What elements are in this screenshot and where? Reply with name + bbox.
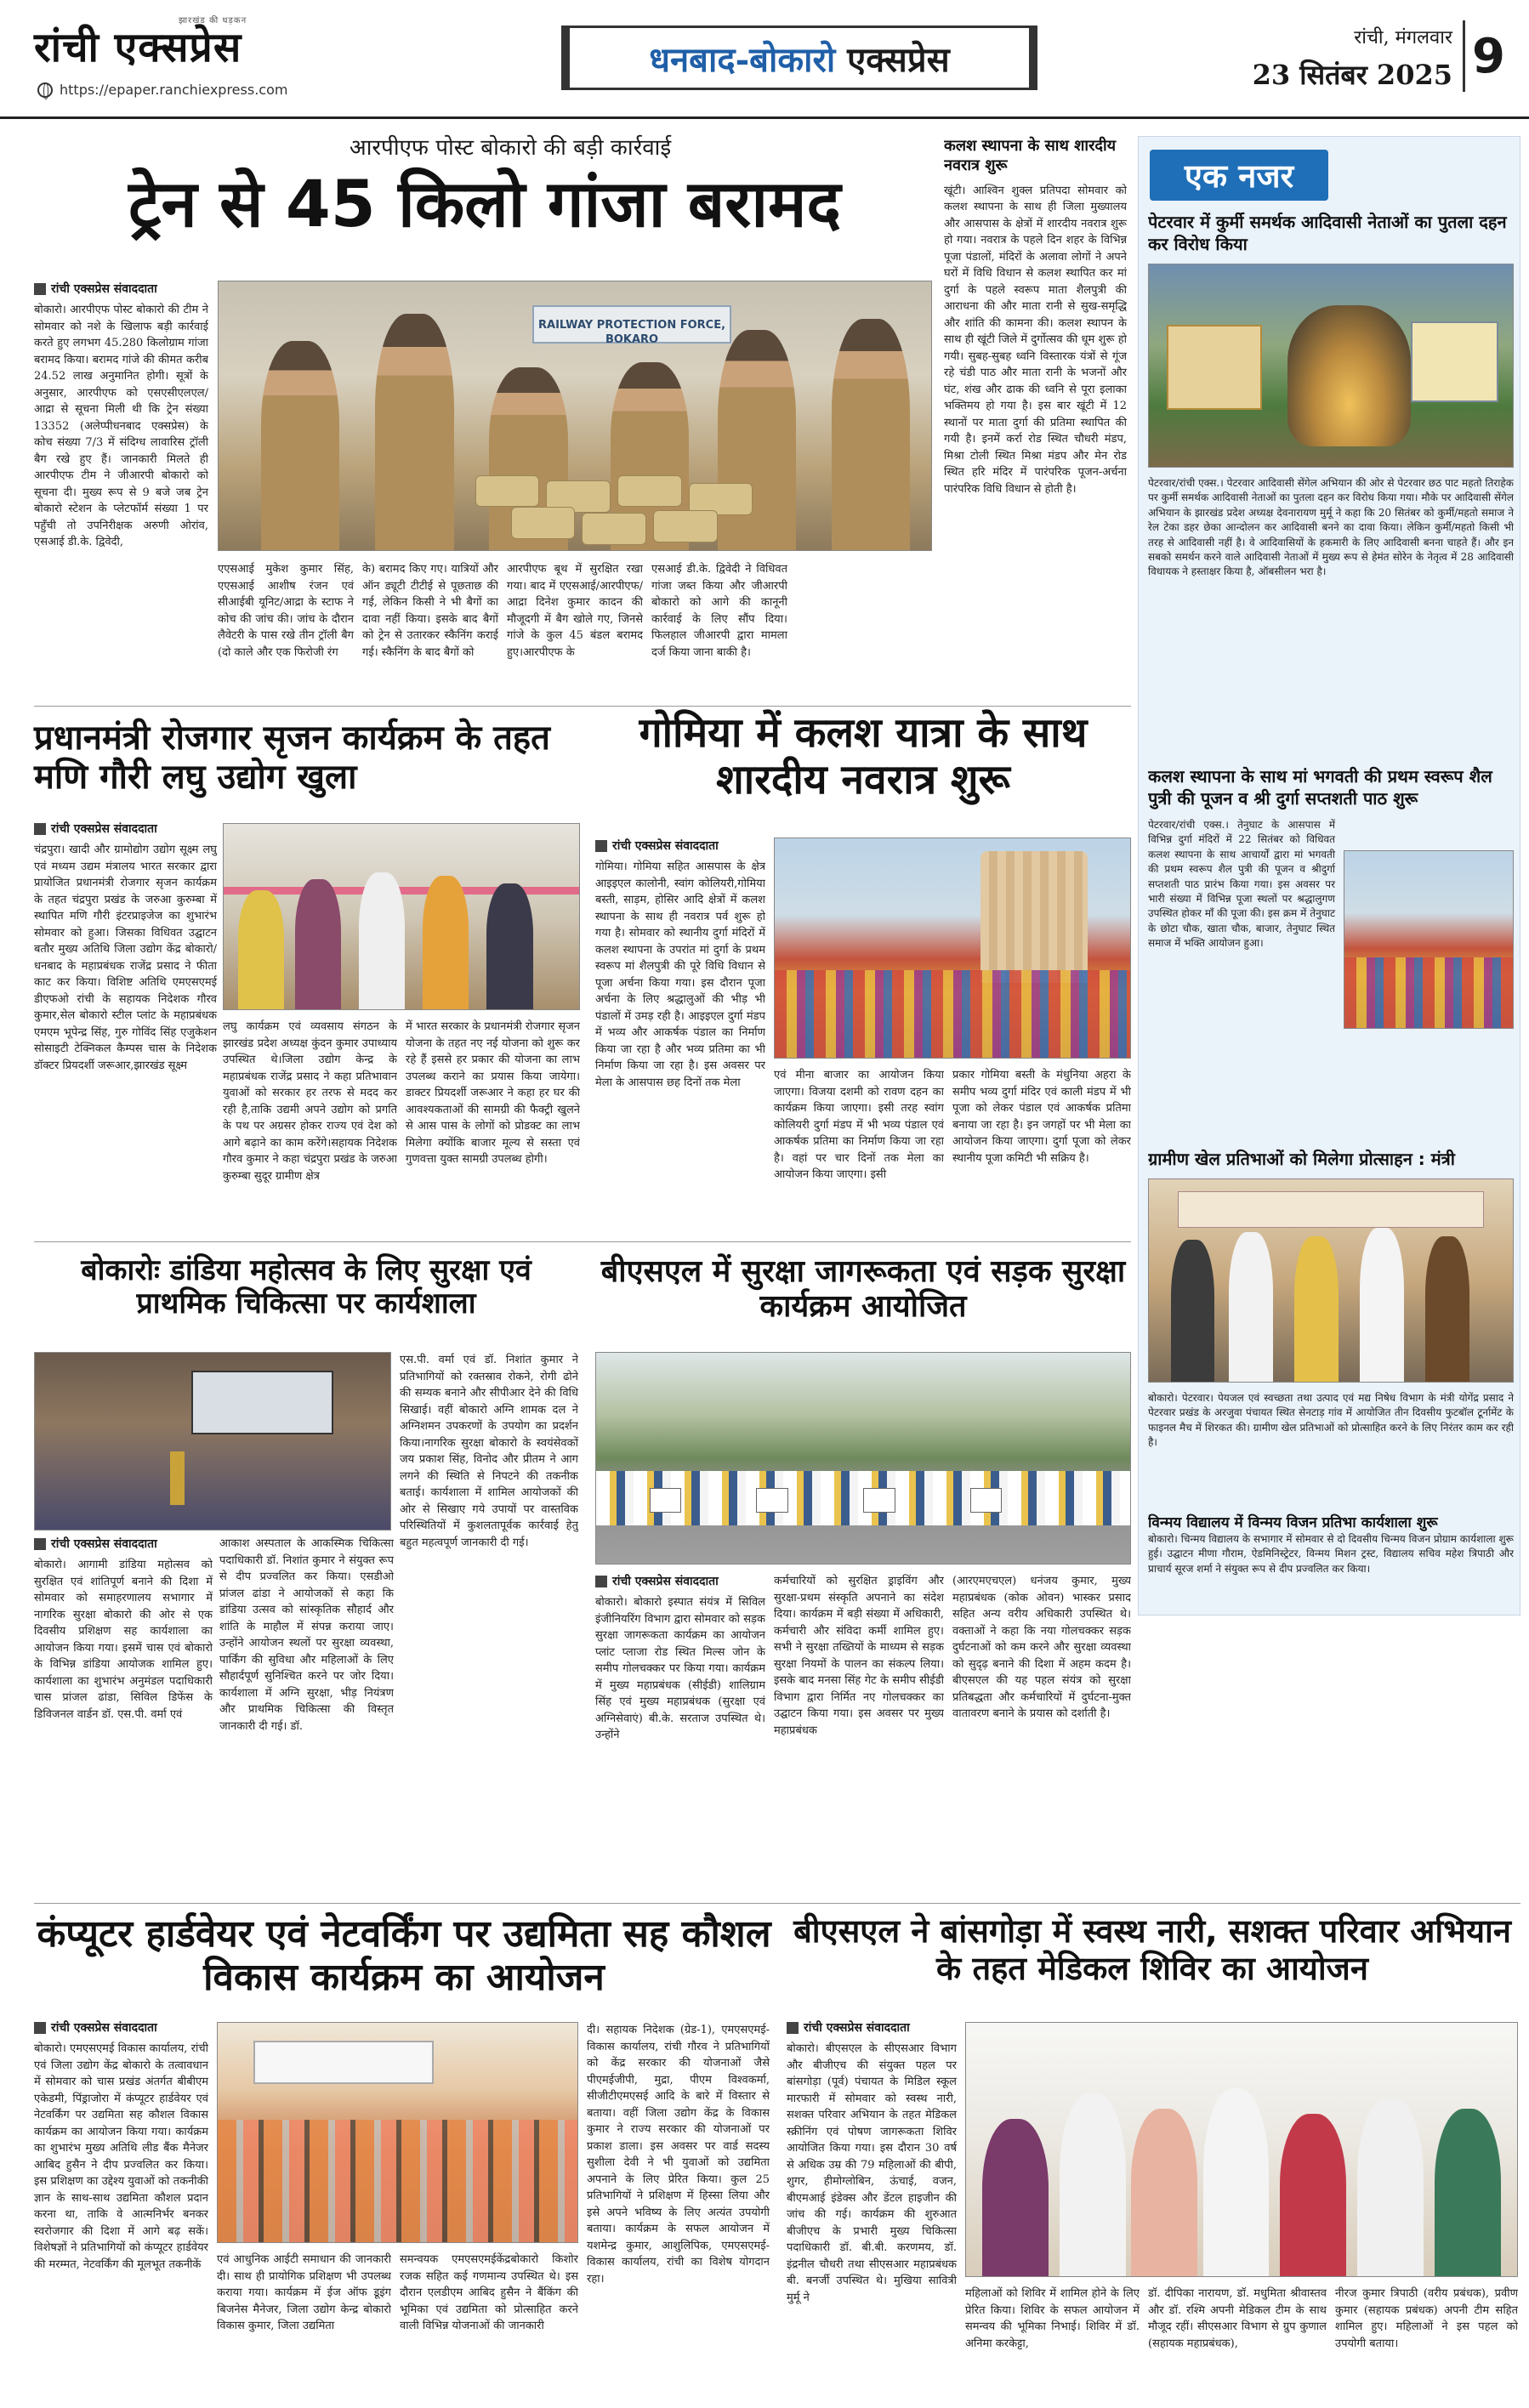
epaper-url[interactable]: https://epaper.ranchiexpress.com (37, 82, 287, 98)
rojgar-col-2: लघु कार्यक्रम एवं व्यवसाय संगठन के झारखंड प्रदेश अध्यक्ष कुंदन कुमार उपाध्याय उपस्थित थे।जिला उद्योग केन्द्र के महाप्रबंधक राजेंद्र प्रसाद ने कहा प्रतिभावान युवाओं को सरकार हर तरफ से मदद कर रही है,ताकि उद्यमी अपने उद्योग को प्रगति के पथ पर अग्रसर होकर राज्य एवं देश को आगे बढ़ाने का काम करेंगे।सहायक निदेशक गौरव कुमार ने कहा चंद्रपुरा प्रखंड के जरुआ कुरुम्बा सुदूर ग्रामीण क्षेत्र (223, 1020, 397, 1183)
gomia-col-2: एवं मीना बाजार का आयोजन किया जाएगा। विजया दशमी को रावण दहन का कार्यक्रम किया जाएगा। इसी तरह स्वांग कोलियरी दुर्गा मंडप में भी भव्य पंडाल एवं आकर्षक प्रतिमा का निर्माण किया जा रहा है। वहां पर चार दिनों तक मेला का आयोजन किया जाएगा। इसी (774, 1069, 944, 1181)
effigy-photo (1148, 264, 1514, 468)
issue-date: 23 सितंबर 2025 (1252, 59, 1452, 91)
computer-byline: रांची एक्सप्रेस संवाददाता (34, 2019, 208, 2036)
lead-col-5: एसआई डी.के. द्विवेदी ने विधिवत गांजा जब्त किया और जीआरपी बोकारो को आगे की कानूनी कार्रवाई के लिए सौंप दिया। फिलहाल जीआरपी द्वारा मामला दर्ज किया जाना बाकी है। (651, 563, 787, 659)
ek-story-4-headline: विन्मय विद्यालय में विन्मय विजन प्रतिभा कार्यशाला शुरू (1148, 1514, 1438, 1531)
kalash-yatra-photo-small (1344, 850, 1514, 1029)
lead-kicker: आरपीएफ पोस्ट बोकारो की बड़ी कार्रवाई (349, 135, 672, 161)
bsl-road-byline: रांची एक्सप्रेस संवाददाता (595, 1573, 765, 1589)
road-safety-photo (595, 1352, 1131, 1565)
page-number: 9 (1463, 20, 1512, 92)
lead-headline: ट्रेन से 45 किलो गांजा बरामद (128, 166, 841, 241)
ek-story-2-headline: कलश स्थापना के साथ मां भगवती की प्रथम स्वरूप शैल पुत्री की पूजन व श्री दुर्गा सप्तशती पाठ शुरू (1148, 766, 1492, 809)
lead-photo-rpf (218, 281, 932, 551)
globe-icon (37, 82, 53, 98)
medical-col-2: महिलाओं को शिविर में शामिल होने के लिए प्रेरित किया। शिविर के सफल आयोजन में समन्वय की भूमिका निभाई। शिविर में डॉ. अनिमा करकेट्टा, (965, 2287, 1140, 2350)
computer-training-photo (217, 2022, 578, 2243)
section-title: धनबाद-बोकारो एक्सप्रेस (561, 26, 1037, 90)
gomia-col-3: प्रकार गोमिया बस्ती के मंधुनिया अहरा के समीप भव्य दुर्गा मंदिर एवं काली मंडप में भी पूजा को लेकर पंडाल एवं आकर्षक प्रतिमा बनाया जा रहा है। इन जगहों पर भी मेला का आयोजन किया जाएगा। दुर्गा पूजा को लेकर स्थानीय पूजा कमिटी भी सक्रिय है। (952, 1069, 1131, 1165)
rpf-banner: RAILWAY PROTECTION FORCE, BOKARO (532, 305, 732, 343)
gomia-byline: रांची एक्सप्रेस संवाददाता (595, 838, 765, 854)
football-award-photo (1148, 1178, 1514, 1383)
ek-najar-title: एक नजर (1150, 150, 1328, 201)
issue-place: रांची, मंगलवार (1354, 27, 1452, 48)
medical-col-3: डॉ. दीपिका नारायण, डॉ. मधुमिता श्रीवास्तव और डॉ. रश्मि अपनी मेडिकल टीम के साथ मौजूद रहीं। सीएसआर विभाग से ग्रुप कुणाल (सहायक महाप्रबंधक), (1148, 2287, 1327, 2350)
medical-headline: बीएसएल ने बांसगोड़ा में स्वस्थ नारी, सशक्त परिवार अभियान के तहत मेडिकल शिविर का आयोजन (793, 1912, 1511, 1987)
dandiya-col-3: एस.पी. वर्मा एवं डॉ. निशांत कुमार ने प्रतिभागियों को रक्तस्राव रोकने, रोगी ढोने की सम्यक बनाने और सीपीआर देने की विधि सिखाई। वहीं बोकारो अग्नि शामक दल ने अग्निशमन उपकरणों के उपयोग का प्रदर्शन किया।नागरिक सुरक्षा बोकारो के स्वयंसेवकों जय प्रकाश सिंह, विनोद और प्रीतम ने आग लगने की स्थिति से निपटने की तकनीक बताई। कार्यशाला में शामिल आयोजकों की ओर से सिखाए गये उपायों पर वास्तविक परिस्थितियों में कुशलतापूर्वक कार्रवाई हेतु बहुत महत्वपूर्ण जानकारी दी गई। (400, 1354, 578, 1549)
ribbon-cutting-photo (223, 823, 580, 1010)
rojgar-headline: प्रधानमंत्री रोजगार सृजन कार्यक्रम के तहत मणि गौरी लघु उद्योग खुला (34, 718, 550, 797)
dandiya-workshop-photo (34, 1352, 391, 1531)
gomia-headline: गोमिया में कलश यात्रा के साथ शारदीय नवरात्र शुरू (639, 709, 1088, 804)
lead-col-4: आरपीएफ बूथ में सुरक्षित रखा गया। बाद में एएसआई/आरपीएफ/आद्रा दिनेश कुमार कादन की मौजूदगी में बैग खोले गए, जिनसे गांजे के कुल 45 बंडल बरामद हुए।आरपीएफ के (507, 563, 643, 659)
dandiya-col-2: आकाश अस्पताल के आकस्मिक चिकित्सा पदाधिकारी डॉ. निशांत कुमार ने संयुक्त रूप से दीप प्रज्वलित कर किया। एसडीओ प्रांजल ढांडा ने आयोजकों से कहा कि डांडिया उत्सव को सांस्कृतिक सौहार्द और शांति के माहौल में संपन्न कराया जाए। उन्होंने आयोजन स्थलों पर सुरक्षा व्यवस्था, पार्किंग की सुविधा और महिलाओं के लिए सौहार्दपूर्ण सुनिश्चित करने पर जोर दिया। कार्यशाला में अग्नि सुरक्षा, भीड़ नियंत्रण और प्राथमिक चिकित्सा की विस्तृत जानकारी दी गई। डॉ. (219, 1537, 394, 1733)
dandiya-headline: बोकारोः डांडिया महोत्सव के लिए सुरक्षा एवं प्राथमिक चिकित्सा पर कार्यशाला (81, 1253, 531, 1321)
dandiya-byline: रांची एक्सप्रेस संवाददाता (34, 1536, 213, 1552)
ek-story-2: कलश स्थापना के साथ मां भगवती की प्रथम स्वरूप शैल पुत्री की पूजन व श्री दुर्गा सप्तशती पाठ शुरू पेटरवार/रांची एक्स.। तेनुघाट के आसपास में विभिन्न दुर्गा मंदिरों में 22 सितंबर को विधिवत कलश स्थापना के साथ आचार्यों द्वारा मां भगवती की प्रथम स्वरूप शैल पुत्री की पूजन व श्रीदुर्गा सप्तशती पाठ प्रारंभ किया गया। इस अवसर पर भारी संख्या में विभिन्न पूजा स्थलों पर श्रद्धालुगण उपस्थित होकर माँ की पूजा की। इस क्रम में तेनुघाट के छोटा चौक, खाता चौक, बाजार, तेनुघाट स्थित समाज में भक्ति आयोजन हुआ। (1148, 765, 1514, 1139)
ek-story-1: पेटरवार में कुर्मी समर्थक आदिवासी नेताओं का पुतला दहन कर विरोध किया पेटरवार/रांची एक्स.। पेटरवार आदिवासी सेंगेल अभियान की ओर से पेटरवार छठ पाट महतो तिराहेक पर कुर्मी समर्थक आदिवासी नेताओं का पुतला दहन कर विरोध किया गया। मौके पर आदिवासी सेंगेल अभियान के झारखंड प्रदेश अध्यक्ष देवनारायण मुर्मू ने कहा कि 20 सितंबर को कुर्मी/महतो समाज ने रेल टेका डहर छेका आन्दोलन कर आदिवासी बनने का दावा किया। लेकिन कुर्मी/महतो किसी भी तरह से आदिवासी नहीं है। वे आदिवासियों के हकमारी के लिए आदिवासी बनना चाहते हैं। और इन सबको समर्थन करने वाले आदिवासी नेताओं में मुख्य रूप से हेमंत सोरेन के नेतृत्व में 28 आदिवासी विधायक ने हस्ताक्षर किया है, ऑबसीलन भरा है। (1148, 212, 1514, 578)
bsl-road-col-3: (आरएमएचएल) धनंजय कुमार, मुख्य महाप्रबंधक (कोक ओवन) भास्कर प्रसाद सहित अन्य वरीय अधिकारी उपस्थित थे। वक्ताओं ने कहा कि नया गोलचक्कर सड़क दुर्घटनाओं को कम करने और सुरक्षा व्यवस्था को सुदृढ़ बनाने की दिशा में अहम कदम है। बीएसएल की यह पहल संयंत्र को सुरक्षा प्रतिबद्धता और कर्मचारियों में दुर्घटना-मुक्त वातावरण बनाने के प्रयास को दर्शाती है। (952, 1575, 1131, 1720)
dandiya-col-1: रांची एक्सप्रेस संवाददाता बोकारो। आगामी डांडिया महोत्सव को सुरक्षित एवं शांतिपूर्ण बनाने की दिशा में सोमवार को समाहरणालय सभागार में नागरिक सुरक्षा बोकारो की ओर से एक दिवसीय प्रशिक्षण सह कार्यशाला का आयोजन किया गया। इसमें चास एवं बोकारो के विभिन्न डांडिया आयोजक शामिल हुए। कार्यशाला का शुभारंभ अनुमंडल पदाधिकारी चास प्रांजल ढांडा, सिविल डिफेंस के डिविजनल वार्डन डॉ. एस.पी. वर्मा एवं (34, 1537, 213, 1721)
bsl-road-col-2: कर्मचारियों को सुरक्षित ड्राइविंग और सुरक्षा-प्रथम संस्कृति अपनाने का संदेश दिया। कार्यक्रम में बड़ी संख्या में अधिकारी, कर्मचारी और संविदा कर्मी शामिल हुए। सभी ने सुरक्षा तख्तियों के माध्यम से सड़क सुरक्षा नियमों के पालन का संकल्प लिया। इसके बाद मनसा सिंह गेट के समीप सीईडी विभाग द्वारा निर्मित नए गोलचक्कर का उद्घाटन किया गया। इस अवसर पर मुख्य महाप्रबंधक (774, 1575, 944, 1737)
computer-headline: कंप्यूटर हार्डवेयर एवं नेटवर्किंग पर उद्यमिता सह कौशल विकास कार्यक्रम का आयोजन (37, 1912, 771, 1999)
ek-story-1-headline: पेटरवार में कुर्मी समर्थक आदिवासी नेताओं का पुतला दहन कर विरोध किया (1148, 212, 1507, 254)
ek-story-4: विन्मय विद्यालय में विन्मय विजन प्रतिभा कार्यशाला शुरू बोकारो। चिन्मय विद्यालय के सभागार में सोमवार से दो दिवसीय चिन्मय विजन प्रोग्राम कार्यशाला शुरू हुई। उद्घाटन मीणा गौराम, ऐडमिनिस्ट्रेटर, विन्मय मिशन ट्रस्ट, विद्यालय सचिव महेश त्रिपाठी और प्राचार्य सूरज शर्मा ने संयुक्त रूप से दीप प्रज्वलित कर किया। (1148, 1514, 1514, 1575)
kalash-side-headline: कलश स्थापना के साथ शारदीय नवरात्र शुरू (944, 137, 1117, 175)
ek-story-3: ग्रामीण खेल प्रतिभाओं को मिलेगा प्रोत्साहन : मंत्री बोकारो। पेटरवार। पेयजल एवं स्वच्छता तथा उत्पाद एवं मद्य निषेध विभाग के मंत्री योगेंद्र प्रसाद ने पेटरवार प्रखंड के अरजुवा पंचायत स्थित सेनटाड़ गांव में आयोजित तीन दिवसीय फुटबॉल टूर्नामेंट के फाइनल मैच में शिरकत की। ग्रामीण खेल प्रतिभाओं को प्रोत्साहित करने के लिए निरंतर काम कर रही है। (1148, 1149, 1514, 1449)
lead-col-1: रांची एक्सप्रेस संवाददाता बोकारो। आरपीएफ पोस्ट बोकारो की टीम ने सोमवार को नशे के खिलाफ बड़ी कार्रवाई करते हुए लगभग 45.280 किलोग्राम गांजा बरामद किया। बरामद गांजे की कीमत करीब 24.52 लाख अनुमानित होगी। सूत्रों के अनुसार, आरपीएफ को एसएसीएलएल/आद्रा से सूचना मिली थी कि ट्रेन संख्या 13352 (अलेप्पीधनबाद एक्सप्रेस) के कोच संख्या 7/3 में संदिग्ध लावारिस ट्रॉली बैग रखे हुए हैं। जानकारी मिलते ही आरपीएफ टीम ने जीआरपी बोकारो को सूचना दी। मुख्य रूप से 9 बजे जब ट्रेन बोकारो स्टेशन के प्लेटफॉर्म संख्या 1 पर पहुँची तो उपनिरीक्षक अरुणी ओरांव, एसआई डी.के. द्विवेदी, (34, 282, 208, 548)
medical-byline: रांची एक्सप्रेस संवाददाता (787, 2019, 957, 2036)
rojgar-col-3: में भारत सरकार के प्रधानमंत्री रोजगार सृजन योजना के तहत नए नई योजना को शुरू कर रहे हैं इससे हर प्रकार की योजना का लाभ उपलब्ध कराने का प्रयास किया जायेगा। डाक्टर प्रियदर्शी जरूआर ने कहा हर घर की आवश्यकताओं की सामग्री की फैक्ट्री खुलने से आस पास के लोगों को प्रोडक्ट का लाभ मिलेगा क्योंकि बाजार मूल्य से सस्ता एवं गुणवत्ता युक्त सामग्री उपलब्ध होगी। (406, 1020, 580, 1166)
computer-col-1: रांची एक्सप्रेस संवाददाता बोकारो। एमएसएमई विकास कार्यालय, रांची एवं जिला उद्योग केंद्र बोकारो के तत्वावधान में सोमवार को चास प्रखंड अंतर्गत बीबीएम एकेडमी, पिंड्राजोरा में कंप्यूटर हार्डवेयर एवं नेटवर्किंग पर उद्यमिता सह कौशल विकास कार्यक्रम का आयोजन किया गया। कार्यक्रम का शुभारंभ मुख्य अतिथि लीड बैंक मैनेजर आबिद हुसैन ने दीप प्रज्वलित कर किया। इस प्रशिक्षण का उद्देश्य युवाओं को तकनीकी ज्ञान के साथ-साथ उद्यमिता कौशल प्रदान करना था, ताकि वे आत्मनिर्भर बनकर स्वरोजगार की दिशा में आगे बढ़ सकें। विशेषज्ञों ने प्रतिभागियों को कंप्यूटर हार्डवेयर की मरम्मत, नेटवर्किंग की मूलभूत तकनीकें (34, 2021, 208, 2271)
lead-byline: रांची एक्सप्रेस संवाददाता (34, 281, 208, 297)
masthead (0, 0, 1529, 119)
medical-col-1: रांची एक्सप्रेस संवाददाता बोकारो। बीएसएल के सीएसआर विभाग और बीजीएच की संयुक्त पहल पर बांसगोड़ा (पूर्व) पंचायत के मिडिल स्कूल मारफारी में सोमवार को स्वस्थ नारी, सशक्त परिवार अभियान के तहत मेडिकल स्क्रीनिंग एवं पोषण जागरूकता शिविर आयोजित किया गया। इस दौरान 30 वर्ष से अधिक उम्र की 79 महिलाओं की बीपी, शुगर, हीमोग्लोबिन, ऊंचाई, वजन, बीएमआई इंडेक्स और डेंटल हाइजीन की जांच की गई। कार्यक्रम की शुरुआत बीजीएच के प्रभारी मुख्य चिकित्सा पदाधिकारी डॉ. बी.बी. करणमय, डॉ. इंद्रनील चौधरी तथा सीएसआर महाप्रबंधक बी. बनर्जी उपस्थित थे। मुखिया सावित्री मुर्मू ने (787, 2021, 957, 2304)
issue-info (1253, 24, 1452, 93)
medical-col-4: नीरज कुमार त्रिपाठी (वरीय प्रबंधक), प्रवीण कुमार (सहायक प्रबंधक) अपनी टीम सहित शामिल हुए। महिलाओं ने इस पहल को उपयोगी बताया। (1335, 2287, 1518, 2350)
medical-camp-photo (965, 2022, 1518, 2277)
rojgar-byline: रांची एक्सप्रेस संवाददाता (34, 821, 217, 837)
lead-col-2: एएसआई मुकेश कुमार सिंह, एएसआई आशीष रंजन एवं सीआईबी यूनिट/आद्रा के स्टाफ ने कोच की जांच की। जांच के दौरान लैवेटरी के पास रखे तीन ट्रॉली बैग (दो काले और एक फिरोजी रंग (218, 563, 354, 659)
bsl-road-headline: बीएसएल में सुरक्षा जागरूकता एवं सड़क सुरक्षा कार्यक्रम आयोजित (600, 1254, 1126, 1325)
gomia-col-1: रांची एक्सप्रेस संवाददाता गोमिया। गोमिया सहित आसपास के क्षेत्र आइइएल कालोनी, स्वांग कोलियरी,गोमिया बस्ती, साड़म, होसिर आदि क्षेत्रों में कलश स्थापना के साथ ही नवरात्र पर्व शुरू हो गया है। सोमवार को स्थानीय दुर्गा मंदिरों में कलश स्थापना के उपरांत मां दुर्गा के प्रथम स्वरूप मां शैलपुत्री की पूरे विधि विधान से पूजा अर्चना किया गया। इस दौरान पूजा अर्चना के लिए श्रद्धालुओं की भीड़ भी पंडालों में उमड़ रही है। आइइएल दुर्गा मंडप में भव्य और आकर्षक पंडाल का निर्माण किया जा रहा है और भव्य प्रतिमा का भी निर्माण किया जा रहा है। इस अवसर पर मेला के आसपास छह दिनों तक मेला (595, 839, 765, 1089)
computer-col-4: दी। सहायक निदेशक (ग्रेड-1), एमएसएमई-विकास कार्यालय, रांची गौरव ने प्रतिभागियों को केंद्र सरकार की योजनाओं जैसे पीएमईजीपी, मुद्रा, पीएम विश्वकर्मा, सीजीटीएमएसई आदि के बारे में विस्तार से बताया। वहीं जिला उद्योग केंद्र के विकास कुमार ने राज्य सरकार की योजनाओं पर प्रकाश डाला। इस अवसर पर वार्ड सदस्य सुशीला देवी ने भी युवाओं को उद्यमिता अपनाने के लिए प्रेरित किया। कुल 25 प्रतिभागियों ने प्रशिक्षण में हिस्सा लिया और इसे अपने भविष्य के लिए अत्यंत उपयोगी बताया। कार्यक्रम के सफल आयोजन में यशमेन्द्र कुमार, आशुलिपिक, एमएसएमई-विकास कार्यालय, रांची का विशेष योगदान रहा। (587, 2024, 770, 2286)
ek-story-3-headline: ग्रामीण खेल प्रतिभाओं को मिलेगा प्रोत्साहन : मंत्री (1148, 1149, 1455, 1169)
lead-col-3: के) बरामद किए गए। यात्रियों और ऑन ड्यूटी टीटीई से पूछताछ की गई, लेकिन किसी ने भी बैगों का दावा नहीं किया। इसके बाद बैगों को ट्रेन से उतारकर स्कैनिंग कराई गई। स्कैनिंग के बाद बैगों को (362, 563, 498, 659)
rojgar-col-1: रांची एक्सप्रेस संवाददाता चंद्रपुरा। खादी और ग्रामोद्योग उद्योग सूक्ष्म लघु एवं मध्यम उद्यम मंत्रालय भारत सरकार द्वारा प्रायोजित प्रधानमंत्री रोजगार सृजन कार्यक्रम के तहत चंद्रपुरा प्रखंड के जरुआ कुरुम्बा में स्थापित मणि गौरी इंटरप्राइजेज का शुभारंभ सोमवार को हुआ। जिसका विधिवत उद्घाटन बतौर मुख्य अतिथि जिला उद्योग केंद्र बोकारो/धनबाद के महाप्रबंधक राजेंद्र प्रसाद ने फीता काट कर किया। विशिष्ट अतिथि एमएसएमई डीएफओ रांची के सहायक निदेशक गौरव कुमार,सेल बोकारो स्टील प्लांट के महाप्रबंधक एमएम भूपेन्द्र सिंह, गुरु गोविंद सिंह एजुकेशन सोसाइटी टेक्निकल कैम्पस चास के निदेशक डॉक्टर प्रियदर्शी जरूआर,झारखंड सूक्ष्म (34, 822, 217, 1072)
bsl-road-col-1: रांची एक्सप्रेस संवाददाता बोकारो। बोकारो इस्पात संयंत्र में सिविल इंजीनियरिंग विभाग द्वारा सोमवार को सड़क सुरक्षा जागरूकता कार्यक्रम का आयोजन प्लांट प्लाजा रोड स्थित मिल्स जोन के समीप गोलचक्कर पर किया गया। कार्यक्रम में मुख्य महाप्रबंधक (सीईडी) शालिग्राम सिंह एवं मुख्य महाप्रबंधक (सुरक्षा एवं अग्निसेवाएं) बी.के. सरताज उपस्थित थे। उन्होंने (595, 1575, 765, 1741)
logo-tagline: झारखंड की धड़कन (179, 16, 247, 26)
newspaper-logo: रांची एक्सप्रेस झारखंड की धड़कन (34, 19, 242, 74)
computer-col-3: समन्वयक एमएसएमईकेंद्रबोकारो किशोर रजक सहित कई गणमान्य उपस्थित थे। इस दौरान एलडीएम आबिद हुसैन ने बैंकिंग की भूमिका एवं उद्यमिता को प्रोत्साहित करने वाली विभिन्न योजनाओं की जानकारी (400, 2253, 578, 2332)
kalash-side-story: कलश स्थापना के साथ शारदीय नवरात्र शुरू खूंटी। आश्विन शुक्ल प्रतिपदा सोमवार को कलश स्थापना के साथ ही जिला मुख्यालय और आसपास के क्षेत्रों में शारदीय नवरात्र शुरू हो गया। नवरात्र के पहले दिन शहर के विभिन्न पूजा पंडालों, मंदिरों के अलावा लोगों ने अपने घरों में विधि विधान से कलश स्थापित कर मां दुर्गा के पहले स्वरूप माता शैलपुत्री की आराधना की और माता रानी से सुख-समृद्धि और शांति की कामना की। कलश स्थापन के साथ ही खूंटी जिले में दुर्गोत्सव की धूम शुरू हो गयी। सुबह-सुबह ध्वनि विस्तारक यंत्रों से गूंज रहे चंडी पाठ और माता रानी के भजनों और घंट, शंख और ढाक की ध्वनि से पूरा इलाका भक्तिमय हो गया है। इस बार खूंटी में 12 स्थानों पर माता दुर्गा की प्रतिमा स्थापित की गयी है। इनमें कर्रा रोड स्थित चौधरी मंडप, मिश्रा टोली स्थित मिश्रा मंडप और मेन रोड स्थित हरि मंदिर में पारंपरिक पूजन-अर्चना पारंपरिक विधि विधान से होती है। (944, 137, 1127, 496)
kalash-yatra-photo (774, 838, 1131, 1059)
computer-col-2: एवं आधुनिक आईटी समाधान की जानकारी दी। साथ ही प्रायोगिक प्रशिक्षण भी उपलब्ध कराया गया। कार्यक्रम में ईज ऑफ डूइंग बिजनेस मैनेजर, जिला उद्योग केन्द्र बोकारो विकास कुमार, जिला उद्यमिता (217, 2253, 391, 2332)
